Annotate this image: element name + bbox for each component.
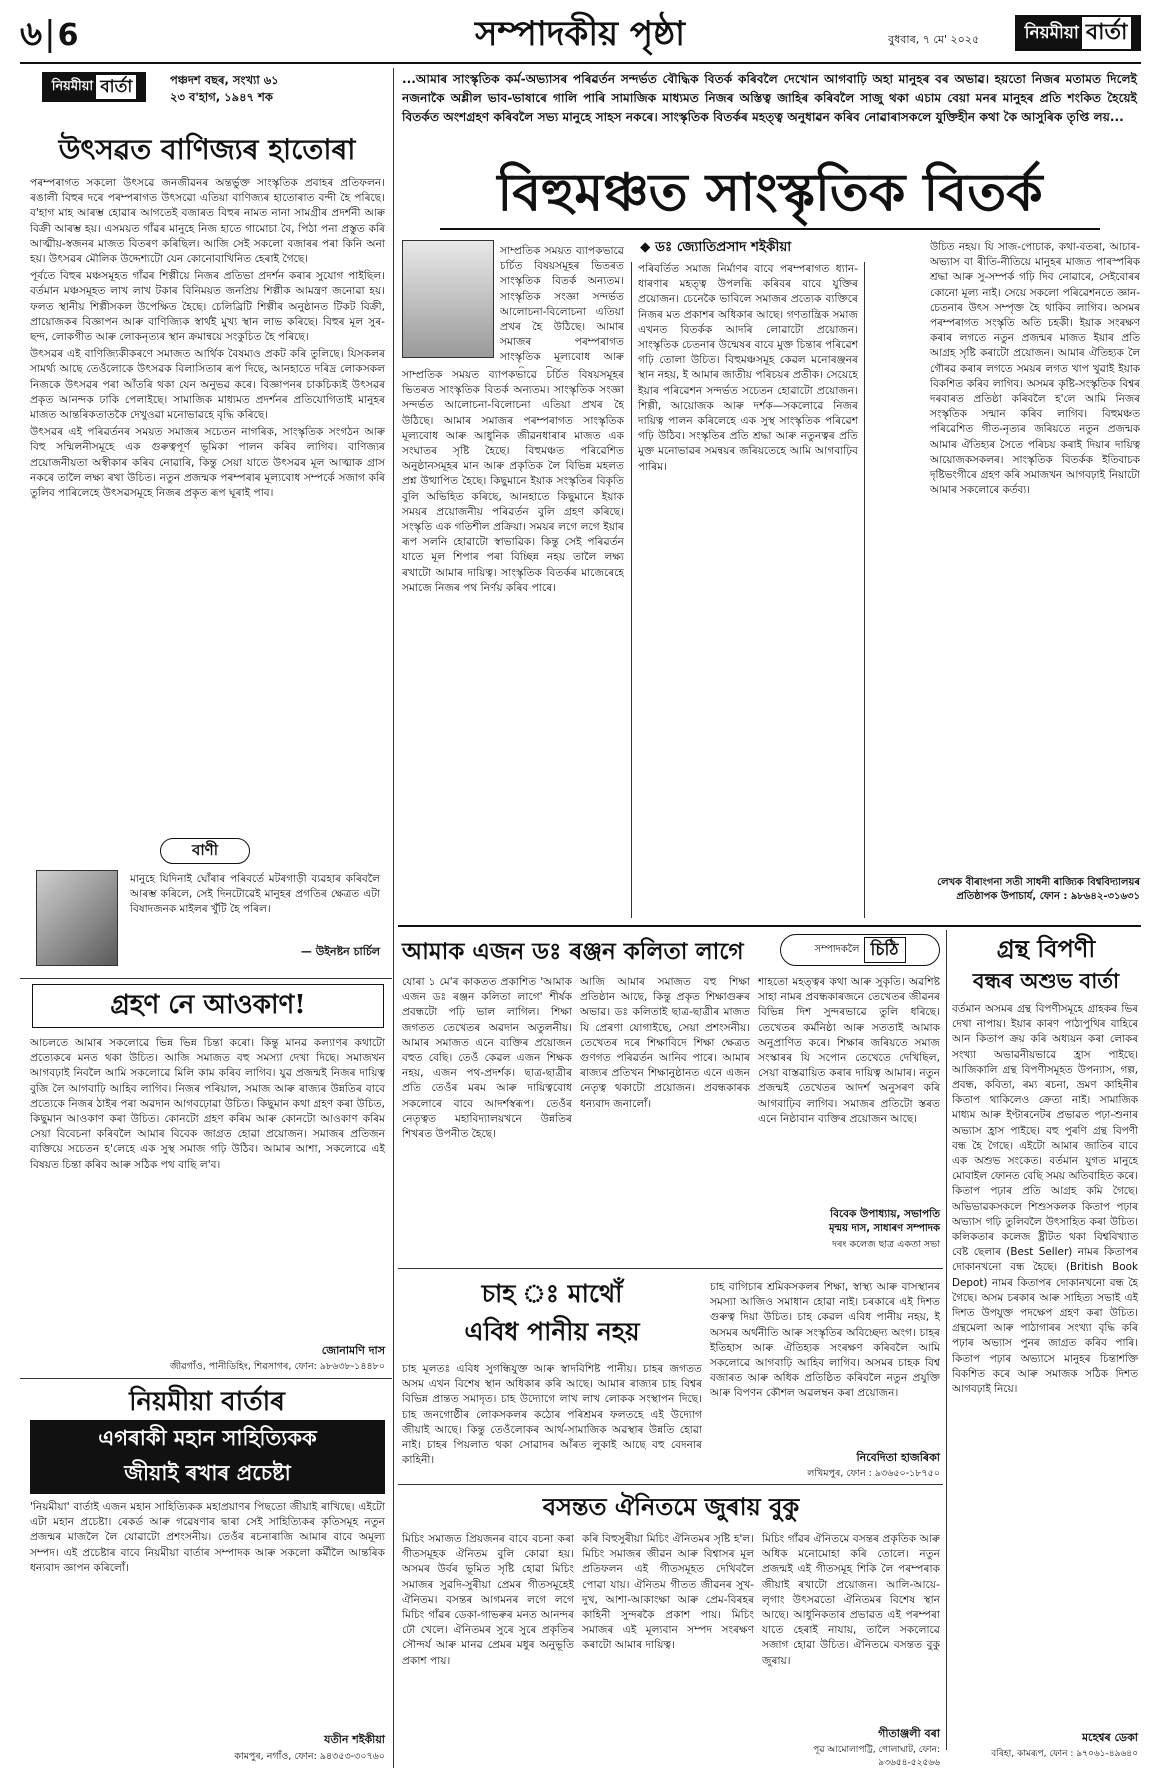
promo-banner bbox=[30, 1420, 385, 1494]
letter-2-title: আমাক এজন ডঃ ৰঞ্জন কলিতা লাগে bbox=[402, 938, 744, 965]
header-rule bbox=[20, 62, 1141, 64]
letter-4-body: বৰ্তমান অসমৰ গ্ৰন্থ বিপণীসমূহে গ্ৰাহকৰ ভিৰ দেখা নাপায়। ইয়াৰ কাৰণ পাঠ্যপুথিৰ বাহিৰে আন কিতাপ ক্ৰয় কৰি অধ্যয়ন কৰা লোকৰ সংখ্যা অভাৱনীয়ভাৱে হ্ৰাস পাইছে। আজিকালি গ্ৰন্থ বিপণীসমূহত উপন্যাস, গল্প, প্ৰবন্ধ, কবিতা, ৰম্য ৰচনা, ভ্ৰমণ কাহিনীৰ কিতাপ থাকিলেও ক্ৰেতা নাই। সামাজিক মাধ্যম আৰু ইণ্টাৰনেটৰ প্ৰভাৱত পঢ়া-শুনাৰ অভ্যাস হ্ৰাস পাইছে। বহু পুৰণি গ্ৰন্থ বিপণী বন্ধ হৈ গৈছে। এইটো আমাৰ জাতিৰ বাবে এক অশুভ সংকেত। বৰ্তমান যুগত মানুহে মোবাইল ফোনত বেছি সময় অতিবাহিত কৰে। কিতাপ পঢ়াৰ প্ৰতি আগ্ৰহ কমি গৈছে। অভিভাৱকসকলে শিশুসকলক কিতাপ পঢ়াৰ অভ্যাস গঢ়ি তুলিবলৈ উৎসাহিত কৰা উচিত। কলিকতাৰ কলেজ ষ্ট্ৰীটত থকা বিশ্ববিখ্যাত বেষ্ট ছেলাৰ (Best Seller) নামৰ কিতাপৰ দোকানখনো বন্ধ হৈছে। (British Book Depot) নামৰ কিতাপৰ দোকানখনো বন্ধ হৈ গৈছে। অসম চৰকাৰ আৰু সাহিত্য সভাই এই দিশত উপযুক্ত পদক্ষেপ গ্ৰহণ কৰা উচিত। গ্ৰন্থমেলা আৰু পাঠাগাৰৰ সংখ্যা বৃদ্ধি কৰি পঢ়াৰ অভ্যাস পুনৰ জাগ্ৰত কৰিব পাৰি। কিতাপ পঢ়াৰ অভ্যাসে মানুহৰ চিন্তাশক্তি বিকশিত কৰে আৰু সমাজক সঠিক দিশত আগবঢ়াই নিয়ে। bbox=[952, 1003, 1138, 1396]
letter-5-column-1: মিচিং সমাজত প্ৰিয়জনৰ বাবে বচনা কৰা গীতসমূহক ঐনিতম বুলি কোৱা হয়। অসমৰ উৰ্বৰ ভূমিত সৃষ্টি হোৱা মিচিং সমাজৰ সুৱদি-সুৰীয়া প্ৰেমৰ গীতসমূহেই ঐনিতম। বসন্তৰ আগমনৰ লগে লগে মিচিং গাঁৱৰ ডেকা-গাভৰুৰ মনত আনন্দৰ ঢৌ খেলে। ঐনিতমৰ সুৰে সুৰে প্ৰকৃতিৰ সৌন্দৰ্য আৰু মানৱ প্ৰেমৰ মধুৰ অনুভূতি প্ৰকাশ পায়। bbox=[402, 1533, 574, 1667]
feature-title: বিহুমঞ্চত সাংস্কৃতিক বিতৰ্ক bbox=[440, 160, 1100, 230]
page-number-bengali: ৬ bbox=[20, 14, 43, 54]
feature-author-photo bbox=[402, 240, 494, 358]
header-logo-part2: বাৰ্তা bbox=[1082, 17, 1132, 49]
feature-bottom-rule bbox=[398, 925, 1141, 927]
page-header bbox=[20, 10, 1141, 62]
letter-4-title-2: বন্ধৰ অশুভ বাৰ্তা bbox=[972, 968, 1120, 993]
letter-1-title-box bbox=[32, 984, 384, 1028]
quote-author-photo bbox=[36, 870, 118, 966]
left-column-divider bbox=[393, 68, 394, 1768]
letter-3-title-1: চাহ ঃ মাথোঁ bbox=[481, 1279, 623, 1308]
letter-2-column-1: যোৰা ১ মে'ৰ কাকতত প্ৰকাশিত 'আমাক এজন ডঃ ৰঞ্জন কলিতা লাগে' শীৰ্ষক প্ৰবন্ধটো পঢ়ি ভাল লাগিল। শিক্ষা জগতত তেখেতৰ অৱদান অতুলনীয়। আমাৰ সমাজত এনে ব্যক্তিৰ প্ৰয়োজন বহুত বেছি। তেওঁ কেৱল এজন শিক্ষক নহয়, এজন পথ-প্ৰদৰ্শক। ছাত্ৰ-ছাত্ৰীৰ প্ৰতি তেওঁৰ মৰম আৰু দায়িত্ববোধ সকলোৰে বাবে আদৰ্শস্বৰূপ। তেওঁৰ নেতৃত্বত মহাবিদ্যালয়খনে উন্নতিৰ শিখৰত উপনীত হৈছে। bbox=[402, 976, 572, 1141]
letter-5-column-3: মিচিং গাঁৱৰ ঐনিতমে বসন্তৰ প্ৰকৃতিক আৰু অধিক মনোমোহা কৰি তোলে। নতুন প্ৰজন্মই এই গীতসমূহ শিকি লৈ পৰম্পৰাক জীয়াই ৰখাটো প্ৰয়োজন। আলি-আয়ে-লৃগাং উৎসৱতো ঐনিতমৰ বিশেষ স্থান আছে। আধুনিকতাৰ প্ৰভাৱত এই পৰম্পৰা যাতে হেৰাই নাযায়, তালৈ সকলোৱে সজাগ হোৱা উচিত। ঐনিতমে বসন্তত বুকু জুৰায়। bbox=[762, 1533, 940, 1667]
feature-column-1-cont: সাম্প্ৰতিক সময়ত ব্যাপকভাৱে চৰ্চিত বিষয়সমূহৰ ভিতৰত সাংস্কৃতিক বিতৰ্ক অন্যতম। সাংস্কৃতিক সংজ্ঞা সন্দৰ্ভত আলোচনা-বিলোচনা এতিয়া প্ৰখৰ হৈ উঠিছে। আমাৰ সমাজৰ পৰম্পৰাগত সাংস্কৃতিক মূল্যবোধ আৰু আধুনিক জীৱনধাৰাৰ মাজত এক সংঘাতৰ সৃষ্টি হৈছে। বিহুমঞ্চত পৰিৱেশিত অনুষ্ঠানসমূহৰ মান আৰু প্ৰকৃতিক লৈ বিভিন্ন মহলত প্ৰশ্ন উত্থাপিত হৈছে। কিছুমানে ইয়াক সংস্কৃতিৰ বিকৃতি বুলি অভিহিত কৰিছে, আনহাতে কিছুমানে ইয়াক সময়ৰ প্ৰয়োজনীয় পৰিৱৰ্তন বুলি গ্ৰহণ কৰিছে। সংস্কৃতি এক গতিশীল প্ৰক্ৰিয়া। সময়ৰ লগে লগে ইয়াৰ ৰূপ সলনি হোৱাটো স্বাভাৱিক। কিন্তু সেই পৰিৱৰ্তন যাতে মূল শিপাৰ পৰা বিচ্ছিন্ন নহয় তালৈ লক্ষ্য ৰখাটো আমাৰ দায়িত্ব। সাংস্কৃতিক বিতৰ্কৰ মাজেৰেহে সমাজে নিজৰ পথ নিৰ্ণয় কৰিব পাৰে। bbox=[402, 369, 624, 594]
quote-author: — উইনষ্টন চাৰ্চিল bbox=[300, 945, 380, 958]
letter-2-address: দৰং কলেজ ছাত্ৰ একতা সভা bbox=[832, 1239, 940, 1250]
editorial-title: উৎসৱত বাণিজ্যৰ হাতোৰা bbox=[58, 133, 356, 166]
page-number-latin: 6 bbox=[57, 18, 79, 53]
feature-kicker: ...আমাৰ সাংস্কৃতিক কৰ্ম-অভ্যাসৰ পৰিৱৰ্তন সন্দৰ্ভত বৌদ্ধিক বিতৰ্ক কৰিবলৈ দেখোন আগবাঢ়ি অহা মানুহৰ বৰ অভাৱ। হয়তো নিজৰ মতামত দিলেই নজনাকৈ অশ্লীল ভাব-ভাষাৰে গালি পাৰি সামাজিক মাধ্যমত নিজৰ অস্তিত্ব জাহিৰ কৰিবলৈ সাজু থকা এচাম বেয়া মনৰ মানুহৰ প্ৰতি শংকিত হৈয়েই বিতৰ্কত অংশগ্ৰহণ কৰিবলৈ সভ্য মানুহে সাহস নকৰে। সাংস্কৃতিক বিতৰ্কৰ মহত্ত্ব অনুধাৱন কৰিব নোৱাৰাসকলে যুক্তিহীন কথা কৈ আসুৰিক তৃপ্তি লয়... bbox=[402, 72, 1137, 124]
letter-4-author: মহেশ্বৰ ডেকা bbox=[1081, 1731, 1138, 1744]
letter-3-column-2: চাহ বাগিচাৰ শ্ৰমিকসকলৰ শিক্ষা, স্বাস্থ্য আৰু বাসস্থানৰ সমস্যা আজিও সমাধান হোৱা নাই। চৰকাৰে এই দিশত গুৰুত্ব দিয়া উচিত। চাহ কেৱল এবিধ পানীয় নহয়, ই অসমৰ অৰ্থনীতি আৰু সংস্কৃতিৰ অবিচ্ছেদ্য অংগ। চাহৰ ইতিহাস আৰু ঐতিহ্যক সংৰক্ষণ কৰিবলৈ আমি সকলোৱে আগবাঢ়ি আহিব লাগিব। অসমৰ চাহক বিশ্ব বজাৰত আৰু অধিক প্ৰতিষ্ঠিত কৰিবলৈ নতুন প্ৰযুক্তি আৰু বিপণন কৌশল অৱলম্বন কৰা প্ৰয়োজন। bbox=[710, 1281, 940, 1400]
promo-body: 'নিয়মীয়া' বাৰ্তাই এজন মহান সাহিত্যিকক মহাপ্ৰয়াণৰ পিছতো জীয়াই ৰাখিছে। এইটো এটা মহান প্ৰচেষ্টা। ৰেকৰ্ড আৰু গৱেষণাৰ দ্বাৰা সেই সাহিত্যিকৰ কৃতিসমূহ নতুন প্ৰজন্মৰ মাজলৈ লৈ যোৱাটো প্ৰশংসনীয়। তেওঁৰ ৰচনাৰাজি আমাৰ বাবে অমূল্য সম্পদ। এই প্ৰচেষ্টাৰ বাবে নিয়মীয়া বাৰ্তাৰ সম্পাদক আৰু সকলো কৰ্মীলৈ আন্তৰিক ধন্যবাদ জ্ঞাপন কৰিলোঁ। bbox=[30, 1501, 385, 1574]
feature-column-1: সাম্প্ৰতিক সময়ত ব্যাপকভাৱে চৰ্চিত বিষয়সমূহৰ ভিতৰত সাংস্কৃতিক বিতৰ্ক অন্যতম। সাংস্কৃতিক সংজ্ঞা সন্দৰ্ভত আলোচনা-বিলোচনা এতিয়া প্ৰখৰ হৈ উঠিছে। আমাৰ সমাজৰ পৰম্পৰাগত সাংস্কৃতিক মূল্যবোধ আৰু bbox=[500, 245, 624, 364]
section-title: সম্পাদকীয় পৃষ্ঠা bbox=[474, 14, 686, 54]
promo-title-3: জীয়াই ৰখাৰ প্ৰচেষ্টা bbox=[124, 1461, 291, 1485]
letters-badge-prefix: সম্পাদকলৈ bbox=[814, 943, 860, 955]
letter-3-address: লখিমপুৰ, ফোন : ৯৩৬৫০-১৮৭৫০ bbox=[807, 1468, 940, 1479]
quote-rule bbox=[20, 978, 392, 979]
letter-4-title-1: গ্ৰন্থ বিপণী bbox=[996, 934, 1096, 963]
letters-badge-label: চিঠি bbox=[864, 937, 906, 964]
letter-3-title-2: এবিধ পানীয় নহয় bbox=[464, 1317, 640, 1346]
page-number: ৬|6 bbox=[20, 14, 79, 54]
byline-diamond-icon: ◆ bbox=[640, 239, 656, 255]
letter-3-title-box bbox=[402, 1275, 702, 1357]
promo-author: যতীন শইকীয়া bbox=[324, 1733, 385, 1746]
feature-author-note: লেখক বীৰাংগনা সতী সাধনী ৰাজ্যিক বিশ্ববিদ্যালয়ৰ প্ৰতিষ্ঠাপক উপাচাৰ্য, ফোন : ৯৮৬৪২-৩১৬৩১ bbox=[937, 877, 1140, 902]
letter-5-address: পূৱ আমোলাপট্টি, গোলাঘাট, ফোন: ৯৩৬৫৪-৫২৫৬৬ bbox=[813, 1745, 940, 1769]
letter-1-address: জীৱগাঁও, পানীডিহিং, শিৱসাগৰ, ফোন: ৯৮৬৩৮-১৪৪৮০ bbox=[169, 1361, 385, 1372]
promo-title-2: এগৰাকী মহান সাহিত্যিকক bbox=[98, 1426, 317, 1450]
letter-5-title: বসন্তত ঐনিতমে জুৰায় বুকু bbox=[542, 1492, 800, 1521]
left-masthead-logo bbox=[42, 72, 146, 102]
letter-2-author-2: মৃন্ময় দাস, সাধাৰণ সম্পাদক bbox=[828, 1223, 940, 1234]
letter-2-author: বিবেক উপাধ্যায়, সভাপতি bbox=[830, 1208, 940, 1220]
letter-3-column-1: চাহ মূলতঃ এবিধ সুগন্ধিযুক্ত আৰু স্বাদবিশিষ্ট পানীয়। চাহৰ জগতত অসম এখন বিশেষ স্থান অধিকাৰ কৰি আছে। আমাৰ ৰাজ্যৰ চাহ বিশ্বৰ বিভিন্ন প্ৰান্তত সমাদৃত। চাহ উদ্যোগে লাখ লাখ লোকক সংস্থাপন দিছে। চাহ জনগোষ্ঠীৰ লোকসকলৰ কঠোৰ পৰিশ্ৰমৰ ফলতহে এই উদ্যোগ জীয়াই আছে। কিন্তু তেওঁলোকৰ আৰ্থ-সামাজিক অৱস্থাৰ উন্নতি হোৱা নাই। চাহৰ পিয়লাত থকা সোৱাদৰ আঁৰত লুকাই আছে বহু বেদনাৰ কাহিনী। bbox=[402, 1363, 702, 1467]
saka-date: ২৩ ব'হাগ, ১৯৪৭ শক bbox=[170, 90, 273, 104]
letter-3-top-rule bbox=[398, 1268, 943, 1269]
editorial-body bbox=[30, 176, 385, 826]
letter-5-column-2: কৰি বিহুসুৰীয়া মিচিং ঐনিতমৰ সৃষ্টি হ'ল। মিচিং সমাজৰ জীৱন আৰু বিশ্বাসৰ মূল প্ৰতিফলন এই গীতসমূহত দেখিবলৈ পোৱা যায়। ঐনিতম গীতত জীৱনৰ সুখ-দুখ, আশা-আকাংক্ষা আৰু প্ৰেম-বিৰহৰ কাহিনী সুন্দৰকৈ প্ৰকাশ পায়। মিচিং সমাজৰ এই মূল্যবান সম্পদ সংৰক্ষণ কৰাটো আমাৰ দায়িত্ব। bbox=[582, 1533, 754, 1652]
feature-col-divider-1 bbox=[631, 262, 632, 918]
feature-column-4: উচিত নহয়। যি সাজ-পোচাক, কথা-বতৰা, আচাৰ-অভ্যাস বা ৰীতি-নীতিয়ে মানুহৰ মাজত পাৰস্পৰিক শ্ৰদ্ধা আৰু সু-সম্পৰ্ক গঢ়ি দিব নোৱাৰে, সেইবোৰৰ কোনো মূল্য নাই। সেয়ে সকলো পৰিৱেশনতে জ্ঞান-চেতনাৰ উৎস সম্পৃক্ত হৈ থাকিব লাগিব। অসমৰ পৰম্পৰাগত সংস্কৃতি অতি চহকী। ইয়াক সংৰক্ষণ কৰাৰ লগতে নতুন প্ৰজন্মৰ মাজত ইয়াৰ প্ৰতি আগ্ৰহ সৃষ্টি কৰাটো প্ৰয়োজন। আমাৰ ঐতিহ্যক লৈ গৌৰৱ কৰাৰ লগতে সময়ৰ লগত খাপ খুৱাই ইয়াক বিকশিত কৰিব লাগিব। অসমৰ কৃষ্টি-সংস্কৃতিক বিশ্বৰ দৰবাৰত প্ৰতিষ্ঠা কৰিবলৈ হ'লে আমি নিজৰ সংস্কৃতিক সন্মান কৰিব লাগিব। বিহুমঞ্চত পৰিৱেশিত গীত-নৃত্যৰ জৰিয়তে নতুন প্ৰজন্মক আমাৰ ঐতিহ্যৰ সৈতে পৰিচয় কৰাই দিয়াৰ দায়িত্ব আয়োজকসকলৰ। সাংস্কৃতিক বিতৰ্কক ইতিবাচক দৃষ্টিভংগীৰে গ্ৰহণ কৰি সমাজখন আগবঢ়াই নিয়াটো আমাৰ সকলোৰে কৰ্তব্য। bbox=[930, 241, 1140, 497]
promo-address: কামপুৰ, নগাঁও, ফোন: ৯৪৩৫৩-৩০৭৬০ bbox=[234, 1751, 385, 1762]
editorial-paragraph: উৎসৱৰ এই পৰিৱৰ্তনৰ সময়ত সমাজৰ সচেতন নাগৰিক, সাংস্কৃতিক সংগঠন আৰু বিহু সন্মিলনীসমূহে এক গুৰুত্বপূৰ্ণ ভূমিকা পালন কৰিব লাগিব। বাণিজ্যৰ প্ৰয়োজনীয়তা অস্বীকাৰ কৰিব নোৱাৰি, কিন্তু সেয়া যাতে উৎসৱৰ মূল আত্মাক গ্ৰাস নকৰে তালৈ লক্ষ্য ৰখা উচিত। নতুন প্ৰজন্মক পৰম্পৰাৰ মূল্যবোধ সম্পৰ্কে সজাগ কৰি তুলিব পাৰিলেহে উৎসৱসমূহে নিজৰ প্ৰকৃত ৰূপ ঘূৰাই পাব। bbox=[30, 426, 385, 500]
quote-box bbox=[30, 838, 385, 976]
feature-byline bbox=[640, 238, 920, 258]
letter-3-author: নিবেদিতা হাজৰিকা bbox=[856, 1451, 940, 1464]
quote-title: বাণী bbox=[160, 838, 250, 864]
editorial-paragraph: পৰম্পৰাগত সকলো উৎসৱে জনজীৱনৰ অন্তৰ্ভুক্ত সাংস্কৃতিক প্ৰবাহৰ প্ৰতিফলন। ৰঙালী বিহুৰ দৰে পৰম্পৰাগত উৎসৱো এতিয়া বাণিজ্যৰ হাতোৰাত বন্দী হৈ পৰিছে। ব'হাগ মাহ আৰম্ভ হোৱাৰ আগতেই বজাৰত বিহুৰ নামত নানা সামগ্ৰীৰ প্ৰদৰ্শনী আৰু বিক্ৰী আৰম্ভ হয়। এসময়ত গাঁৱৰ মানুহে নিজ হাতে গামোচা বৈ, পিঠা পনা প্ৰস্তুত কৰি আত্মীয়-স্বজনৰ মাজত বিতৰণ কৰিছিল। আজি সেই সকলো বজাৰৰ পৰা কিনি অনা হয়। উৎসৱৰ মৌলিক উদ্দেশ্যটো যেন কোনোবাখিনিত হেৰাই গৈছে। bbox=[30, 177, 385, 266]
issue-date: বুধবাৰ, ৭ মে' ২০২৫ bbox=[888, 33, 980, 46]
letter-1-title: গ্ৰহণ নে আওকাণ! bbox=[110, 990, 306, 1020]
letter-2-column-2: আজি আমাৰ সমাজত বহু শিক্ষা প্ৰতিষ্ঠান আছে, কিন্তু প্ৰকৃত শিক্ষাগুৰুৰ অভাৱ। ডঃ কলিতাই ছাত্ৰ-ছাত্ৰীৰ মাজত যি প্ৰেৰণা যোগাইছে, সেয়া প্ৰশংসনীয়। তেখেতৰ দৰে শিক্ষাবিদে শিক্ষা ক্ষেত্ৰত গুণগত পৰিৱৰ্তন আনিব পাৰে। আমাৰ ৰাজ্যৰ প্ৰতিখন শিক্ষানুষ্ঠানত এনে এজন নেতৃত্ব থকাটো প্ৰয়োজন। প্ৰবন্ধকাৰক ধন্যবাদ জনালোঁ। bbox=[580, 976, 750, 1110]
feature-col-divider-2 bbox=[864, 262, 865, 918]
letter-5-author: গীতাঞ্জলী বৰা bbox=[878, 1727, 940, 1740]
editorial-paragraph: পূৰ্বতে বিহুৰ মঞ্চসমূহত গাঁৱৰ শিল্পীয়ে নিজৰ প্ৰতিভা প্ৰদৰ্শন কৰাৰ সুযোগ পাইছিল। বৰ্তমান মঞ্চসমূহত লাখ লাখ টকাৰ বিনিময়ত জনপ্ৰিয় শিল্পীক আমন্ত্ৰণ জনোৱা হয়। ফলত স্থানীয় শিল্পীসকল উপেক্ষিত হৈছে। চেলিব্ৰিটি শিল্পীৰ অনুষ্ঠানত টিকট বিক্ৰী, প্ৰায়োজকৰ বিজ্ঞাপন আৰু বাণিজ্যিক স্বাৰ্থই মুখ্য স্থান লাভ কৰিছে। বিহুৰ মূল সুৰ-ছন্দ, লোকগীত আৰু লোকনৃত্যৰ স্থান ক্ৰমান্বয়ে সংকুচিত হৈ পৰিছে। bbox=[30, 270, 385, 344]
header-logo-part1: নিয়মীয়া bbox=[1024, 22, 1079, 43]
left-logo-part1: নিয়মীয়া bbox=[51, 78, 94, 94]
volume-info: পঞ্চদশ বছৰ, সংখ্যা ৬১ bbox=[170, 73, 279, 87]
promo-rule bbox=[20, 1378, 392, 1379]
letter-4-address: বৰিহা, কামৰূপ, ফোন : ৯৭০৬১-৪৯৬৪০ bbox=[991, 1749, 1138, 1759]
letters-badge bbox=[780, 934, 940, 966]
feature-byline-name: ডঃ জ্যোতিপ্ৰসাদ শইকীয়া bbox=[655, 239, 792, 255]
left-logo-part2: বাৰ্তা bbox=[96, 75, 136, 100]
letter-1-body: আচলতে আমাৰ সকলোৱে ভিন্ন ভিন্ন চিন্তা কৰো। কিন্তু মানৱ কল্যাণৰ কথাটো প্ৰত্যেকৰে মনত থকা উচিত। আজি সমাজত বহু সমস্যা দেখা দিছে। সমাজখন আগবঢ়াই নিবলৈ আমি সকলোৱে মিলি কাম কৰিব লাগিব। যুৱ প্ৰজন্মই নিজৰ দায়িত্ব বুজি লৈ আগবাঢ়ি আহিব লাগিব। নিজৰ পৰিয়াল, সমাজ আৰু ৰাজ্যৰ উন্নতিৰ বাবে প্ৰত্যেকে নিজৰ ঠাইৰ পৰা অৱদান আগবঢ়োৱা উচিত। কিছুমান কথা গ্ৰহণ কৰা উচিত, কিছুমান আওকাণ কৰা উচিত। কোনটো গ্ৰহণ কৰিম আৰু কোনটো আওকাণ কৰিম সেয়া বিবেচনা কৰিবলৈ আমাৰ বিবেক জাগ্ৰত হোৱা প্ৰয়োজন। সমাজৰ প্ৰতিজন ব্যক্তিয়ে সচেতন হ'লেহে এক সুস্থ সমাজ গঢ়ি উঠিব। আমাৰ আশা, সকলোৱে এই বিষয়ত চিন্তা কৰিব আৰু সঠিক পথ বাছি ল'ব। bbox=[30, 1037, 385, 1171]
letter-2-column-3: শাহতো মহত্ত্বৰ কথা আৰু সুকৃতি। অৱশিষ্ট সাহা নামৰ প্ৰবন্ধকাৰজনে তেখেতৰ জীৱনৰ বিভিন্ন দিশ সুন্দৰভাৱে তুলি ধৰিছে। তেখেতৰ কৰ্মনিষ্ঠা আৰু সততাই আমাক অনুপ্ৰাণিত কৰে। শিক্ষাৰ জৰিয়তে সমাজ সংস্কাৰৰ যি সপোন তেখেতে দেখিছিল, সেয়া বাস্তৱায়িত কৰাৰ দায়িত্ব আমাৰ। নতুন প্ৰজন্মই তেখেতৰ আদৰ্শ অনুসৰণ কৰি আগবাঢ়িব লাগিব। সমাজৰ প্ৰতিটো স্তৰত এনে নিষ্ঠাবান ব্যক্তিৰ প্ৰয়োজন আছে। bbox=[758, 976, 940, 1125]
editorial-paragraph: উৎসৱৰ এই বাণিজ্যিকীকৰণে সমাজত আৰ্থিক বৈষম্যও প্ৰকট কৰি তুলিছে। যিসকলৰ সামৰ্থ্য আছে তেওঁলোকে উৎসৱক বিলাসিতাৰ ৰূপ দিছে, আনহাতে দৰিদ্ৰ লোকসকল নিজকে উৎসৱৰ পৰা আঁতৰি থকা যেন অনুভৱ কৰে। বিজ্ঞাপনৰ চাকচিক্যই উৎসৱৰ প্ৰকৃত আনন্দক ঢাকি পেলাইছে। সামাজিক মাধ্যমত প্ৰদৰ্শনৰ প্ৰতিযোগিতাই মানুহৰ মাজত আন্তৰিকতাতকৈ দেখুওৱা মনোভাৱহে বৃদ্ধি কৰিছে। bbox=[30, 348, 385, 422]
letter-1-author: জোনামণি দাস bbox=[321, 1344, 385, 1357]
letter-5-top-rule bbox=[398, 1484, 943, 1485]
promo-title-1: নিয়মীয়া বাৰ্তাৰ bbox=[129, 1387, 285, 1417]
feature-column-2: পৰিবৰ্তিত সমাজ নিৰ্মাণৰ বাবে পৰম্পৰাগত ধ্যান-ধাৰণাৰ মহত্ত্ব উপলব্ধি কৰিবৰ বাবে যুক্তিৰ প্ৰয়োজন। চেনেকৈ ভাবিলে সমাজৰ প্ৰত্যেক ব্যক্তিৰে নিজৰ মত প্ৰকাশৰ অধিকাৰ আছে। গণতান্ত্ৰিক সমাজ এখনত বিতৰ্কক আদৰি লোৱাটো প্ৰয়োজন। সাংস্কৃতিক চেতনাৰ উন্মেষৰ বাবে মুক্ত চিন্তাৰ পৰিৱেশ গঢ়ি তোলা উচিত। বিহুমঞ্চসমূহ কেৱল মনোৰঞ্জনৰ স্থান নহয়, ই আমাৰ জাতীয় পৰিচয়ৰ প্ৰতীক। সেয়েহে ইয়াৰ পৰিৱেশন সন্দৰ্ভত সচেতন হোৱাটো প্ৰয়োজন। শিল্পী, আয়োজক আৰু দৰ্শক—সকলোৱে নিজৰ দায়িত্ব পালন কৰিলেহে এক সুস্থ সাংস্কৃতিক পৰিৱেশ গঢ়ি উঠিব। সংস্কৃতিৰ প্ৰতি শ্ৰদ্ধা আৰু নতুনত্বৰ প্ৰতি মুক্ত মনোভাৱৰ সমন্বয়ৰ জৰিয়তেহে আমি আগবাঢ়িব পাৰিম। bbox=[638, 263, 858, 473]
header-logo bbox=[1015, 15, 1141, 51]
quote-text: মানুহে যিদিনাই ঘোঁৰাৰ পৰিবৰ্তে মটৰগাড়ী ব্যৱহাৰ কৰিবলৈ আৰম্ভ কৰিলে, সেই দিনটোৱেই মানুহৰ প্ৰগতিৰ ক্ষেত্ৰত এটা বিষাদজনক মাইলৰ খুঁটি হৈ পৰিল। bbox=[130, 873, 380, 915]
right-column-divider bbox=[946, 930, 947, 1750]
